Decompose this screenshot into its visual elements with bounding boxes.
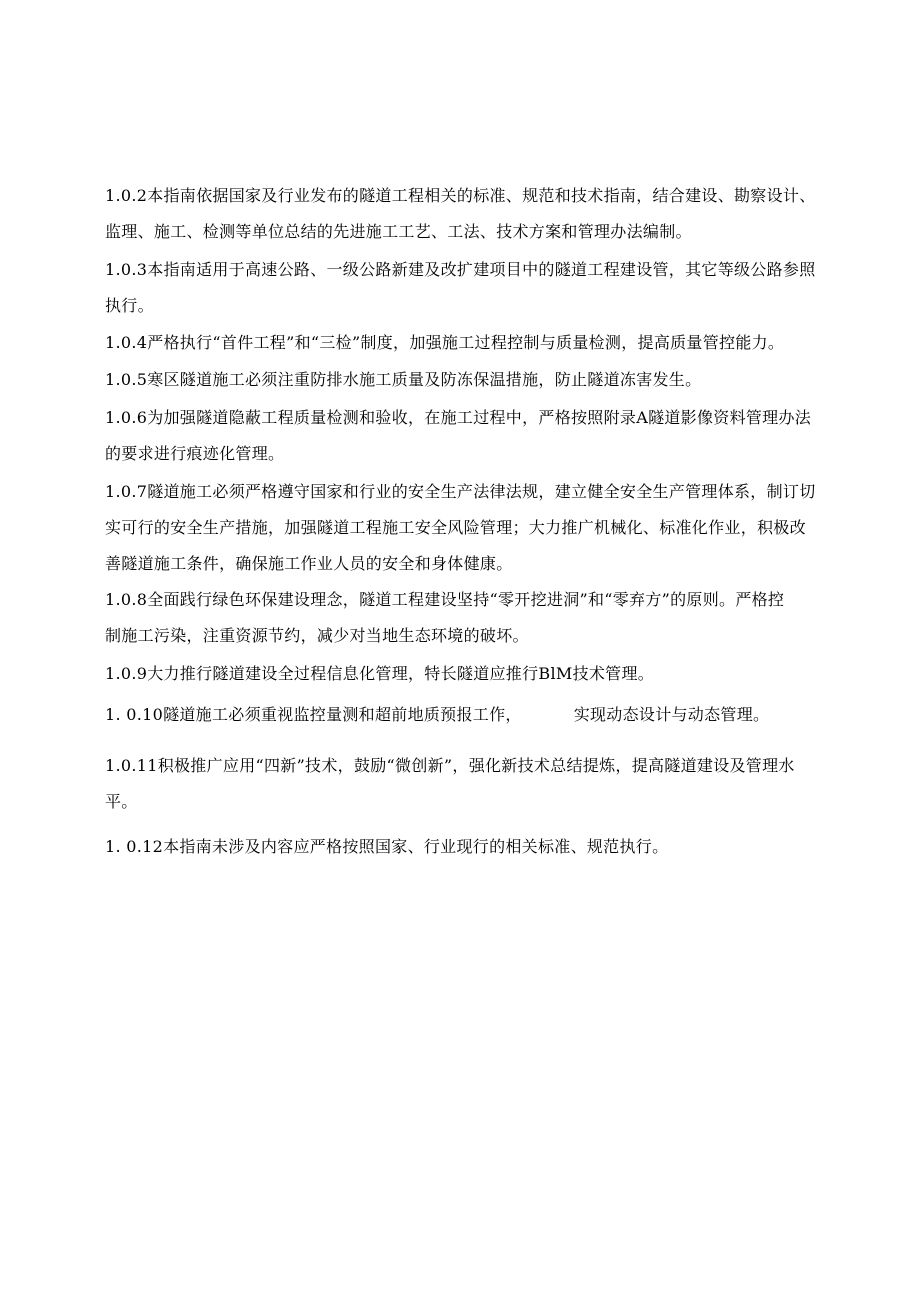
text-segment: 实现动态设计与动态管理。 <box>573 705 770 724</box>
paragraph-1-0-4 <box>105 325 845 361</box>
paragraph-1-0-11 <box>105 748 845 820</box>
text-line: 监理、施工、检测等单位总结的先进施工工艺、工法、技术方案和管理办法编制。 <box>105 222 692 241</box>
text-line: 1.0.5寒区隧道施工必须注重防排水施工质量及防冻保温措施，防止隧道冻害发生。 <box>105 370 702 389</box>
text-line: 的要求进行痕迹化管理。 <box>105 444 285 463</box>
paragraph-1-0-8 <box>105 582 845 654</box>
paragraph-1-0-6 <box>105 400 845 472</box>
text-line <box>105 697 845 733</box>
paragraph-1-0-12 <box>105 829 845 865</box>
text-line: 执行。 <box>105 296 154 315</box>
text-line: 1.0.4严格执行“首件工程”和“三检”制度，加强施工过程控制与质量检测，提高质量管控能力。 <box>105 333 785 352</box>
text-line: 1.0.8全面践行绿色环保建设理念，隧道工程建设坚持“零开挖进洞”和“零弃方”的原则。严格控 <box>105 590 785 609</box>
paragraph-1-0-9 <box>105 656 845 692</box>
text-line: 制施工污染，注重资源节约，减少对当地生态环境的破坏。 <box>105 626 529 645</box>
paragraph-1-0-7 <box>105 474 845 582</box>
text-line: 1.0.2本指南依据国家及行业发布的隧道工程相关的标准、规范和技术指南，结合建设、勘察设计、 <box>105 186 816 205</box>
paragraph-1-0-2 <box>105 178 845 250</box>
text-line: 平。 <box>105 792 138 811</box>
paragraph-1-0-10 <box>105 697 845 733</box>
text-line: 1.0.9大力推行隧道建设全过程信息化管理，特长隧道应推行BlM技术管理。 <box>105 664 655 683</box>
text-line: 实可行的安全生产措施，加强隧道工程施工安全风险管理；大力推广机械化、标准化作业，积极改 <box>105 518 806 537</box>
paragraph-1-0-5 <box>105 362 845 398</box>
text-line: 1. 0.12本指南未涉及内容应严格按照国家、行业现行的相关标准、规范执行。 <box>105 837 669 856</box>
text-line: 善隧道施工条件，确保施工作业人员的安全和身体健康。 <box>105 554 513 573</box>
text-line: 1.0.3本指南适用于高速公路、一级公路新建及改扩建项目中的隧道工程建设管，其它等级公路参照 <box>105 260 816 279</box>
text-line: 1.0.6为加强隧道隐蔽工程质量检测和验收，在施工过程中，严格按照附录A隧道影像资料管理办法 <box>105 408 812 427</box>
text-segment: 1. 0.10隧道施工必须重视监控量测和超前地质预报工作， <box>105 705 522 724</box>
text-line: 1.0.7隧道施工必须严格遵守国家和行业的安全生产法律法规，建立健全安全生产管理体系，制订切 <box>105 482 816 501</box>
paragraph-1-0-3 <box>105 252 845 324</box>
text-line: 1.0.11积极推广应用“四新”技术，鼓励“微创新”，强化新技术总结提炼，提高隧道建设及管理水 <box>105 756 795 775</box>
